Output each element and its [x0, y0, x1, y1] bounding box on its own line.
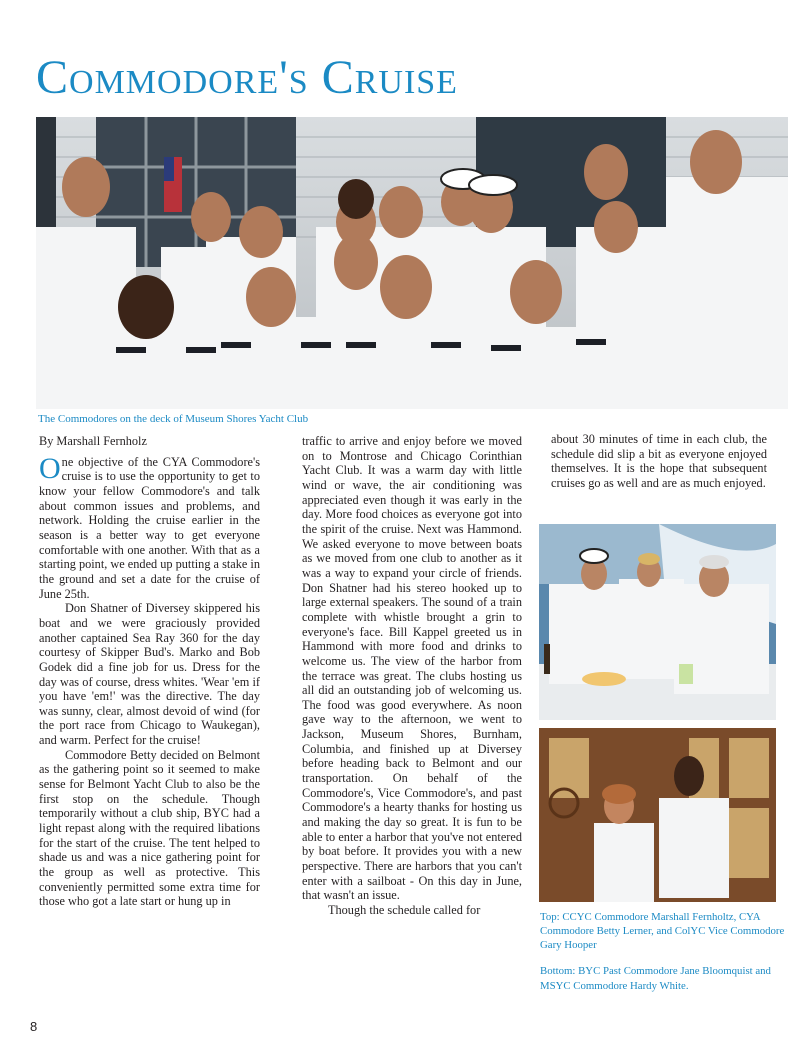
article-column-3: [551, 432, 767, 491]
article-column-1: [39, 434, 260, 909]
boat-photo: [539, 524, 776, 720]
article-column-2: [302, 434, 522, 918]
article-paragraph-3b: traffic to arrive and enjoy before we moved on to Montrose and Chicago Corinthian Yacht Club. It was a warm day with little wind or wave, the air conditioning was appreciated even though it was early in the day. More food choices as everyone got into the spirit of the cruise. Next was Hammond. We asked everyone to move between boats as we moved from one club to another as it was a way to expand your circle of friends. Don Shatner had his stereo hooked up to large external speakers. The sound of a train complete with whistle brought a grin to everyone's face. Bill Kappel greeted us in Hammond with more food and drinks to welcome us. The view of the harbor from the terrace was great. The clubs hosting us all did an outstanding job of welcoming us. The food was good everywhere. As noon gave way to the afternoon, we went to Jackson, Museum Shores, Burnham, Columbia, and finished up at Diversey before heading back to Belmont and our transportation. On behalf of the Commodore's, Vice Commodore's, and past Commodore's a hearty thanks for hosting us and making the day so great. It is fun to be able to enter a harbor that you've not entered by boat before. It provides you with a new perspective. There are harbors that you can't enter with a sailboat - On this day in June, that wasn't an issue.: [302, 434, 522, 903]
article-paragraph-1: One objective of the CYA Commodore's cruise is to use the opportunity to get to know your fellow Commodore's and talk about common issues and problems, and network. Holding the cruise earlier in the season is a better way to get everyone comfortable with one another. With that as a starting point, we ended up putting a stake in the ground and set a date for the cruise of June 25th.: [39, 451, 260, 601]
article-paragraph-2: Don Shatner of Diversey skippered his boat and we were graciously provided another captained Sea Ray 360 for the day courtesy of Skipper Bud's. Marko and Bob Godek did a fine job for us. Dress for the day was of course, dress whites. 'Wear 'em if you have 'em!' was the directive. The day was sunny, clear, almost devoid of wind (for the port race from Chicago to Waukegan), and warm. Perfect for the cruise!: [39, 601, 260, 748]
page-number: 8: [30, 1019, 38, 1034]
side-caption-bottom: Bottom: BYC Past Commodore Jane Bloomquist and MSYC Commodore Hardy White.: [540, 965, 771, 992]
byline: By Marshall Fernholz: [39, 434, 147, 448]
page-title: Commodore's Cruise: [36, 51, 458, 104]
group-photo: [36, 117, 788, 409]
article-paragraph-3a: Commodore Betty decided on Belmont as the gathering point so it seemed to make sense for Belmont Yacht Club to also be the first stop on the schedule. Though temporarily without a club ship, BYC had a light repast along with the required libations for the start of the cruise. The tent helped to shade us and was a nice gathering point for the group as well as protective. This conveniently permitted some extra time for those who got a late start or hung up in: [39, 747, 260, 909]
article-paragraph-4b: about 30 minutes of time in each club, the schedule did slip a bit as everyone enjoyed themselves. It is the hope that subsequent cruises go as well and are as much enjoyed.: [551, 432, 767, 490]
dance-photo: [539, 728, 776, 902]
side-caption-top: Top: CCYC Commodore Marshall Fernholtz, CYA Commodore Betty Lerner, and ColYC Vice Commodore Gary Hooper: [540, 911, 785, 951]
drop-cap: O: [39, 451, 61, 485]
article-paragraph-4a: Though the schedule called for: [328, 903, 481, 917]
group-photo-caption: The Commodores on the deck of Museum Shores Yacht Club: [38, 413, 309, 425]
